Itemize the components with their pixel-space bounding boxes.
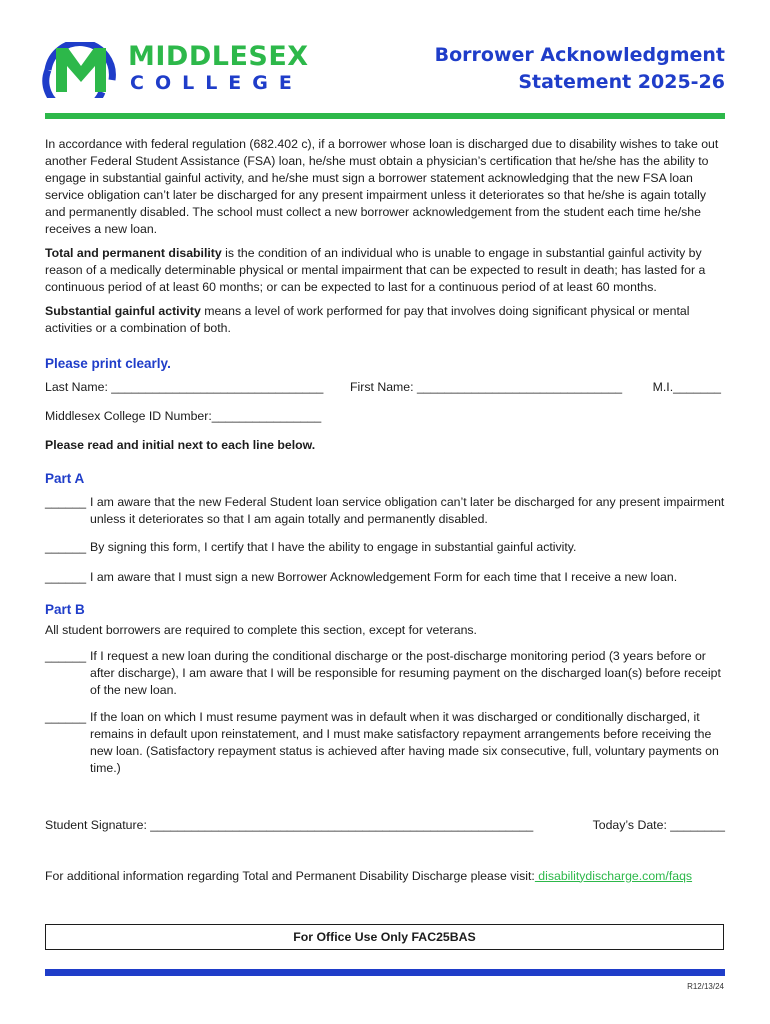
definition-disability-text: is the condition of an individual who is unable to engage in substantial gainful activity by reason of a medically determinable physical or mental impairment that can be expected to result in death; has lasted for a continuous period of at least 60 months; or can be expected to last for a continuous period of at least 60 months. (45, 246, 706, 295)
logo-subtext: COLLEGE (130, 72, 303, 94)
definition-gainful-activity (45, 303, 725, 337)
name-row (45, 379, 725, 396)
initial-blank[interactable]: ______ (45, 649, 87, 664)
first-name-field[interactable]: First Name: ______________________________ (350, 379, 623, 394)
print-clearly-heading: Please print clearly. (45, 355, 171, 371)
mc-monogram-icon (42, 42, 120, 98)
form-body (45, 136, 725, 884)
part-a-item-text: By signing this form, I certify that I have the ability to engage in substantial gainful activity. (90, 539, 577, 554)
part-b-note: All student borrowers are required to complete this section, except for veterans. (45, 623, 477, 638)
part-a-item (45, 494, 725, 528)
revision-date: R12/13/24 (687, 982, 724, 991)
college-logo (42, 42, 322, 98)
last-name-field[interactable]: Last Name: _______________________________ (45, 379, 324, 394)
header-divider (45, 113, 725, 119)
part-a-item-text: I am aware that I must sign a new Borrower Acknowledgement Form for each time that I receive a new loan. (90, 569, 678, 584)
logo-wordmark: MIDDLESEX (128, 41, 309, 72)
additional-info (45, 868, 725, 885)
definition-gainful-text: means a level of work performed for pay that involves doing significant physical or mental activities or a combination of both. (45, 304, 690, 336)
definition-disability (45, 245, 725, 296)
part-a-item-text: I am aware that the new Federal Student loan service obligation can’t later be discharged for any present impairment unless it deteriorates so that I am again totally and permanently disabled. (90, 494, 725, 526)
part-b-item (45, 709, 725, 777)
initial-blank[interactable]: ______ (45, 569, 87, 584)
title-line-1: Borrower Acknowledgment (434, 44, 725, 66)
term-disability: Total and permanent disability (45, 246, 222, 261)
middle-initial-field[interactable]: M.I._______ (652, 379, 721, 394)
part-b-item-text: If the loan on which I must resume payment was in default when it was discharged or conditionally discharged, it remains in default upon reinstatement, and I must make satisfactory repayment arrangements before receiving the new loan. (Satisfactory repayment status is achieved after having made six consecutive, full, voluntary payments on time.) (90, 709, 719, 775)
page-title (435, 42, 725, 96)
office-use-box: For Office Use Only FAC25BAS (45, 924, 724, 950)
title-line-2: Statement 2025-26 (518, 71, 725, 93)
initial-blank[interactable]: ______ (45, 494, 87, 509)
part-b-heading: Part B (45, 602, 85, 618)
id-number-field[interactable]: Middlesex College ID Number:________________ (45, 408, 322, 423)
initial-instruction: Please read and initial next to each line below. (45, 437, 316, 452)
initial-blank[interactable]: ______ (45, 709, 87, 724)
initial-blank[interactable]: ______ (45, 539, 87, 554)
part-b-item-text: If I request a new loan during the conditional discharge or the post-discharge monitoring period (3 years before or after discharge), I am aware that I will be responsible for resuming payment on the discharged loan(s) before receipt of the new loan. (90, 649, 721, 698)
todays-date-field[interactable]: Today’s Date: ________ (592, 817, 725, 832)
part-a-item (45, 539, 725, 556)
part-a-heading: Part A (45, 470, 85, 486)
signature-row (45, 817, 725, 834)
student-signature-field[interactable]: Student Signature: ________________________________________________________ (45, 817, 534, 832)
part-a-item (45, 569, 725, 586)
term-gainful-activity: Substantial gainful activity (45, 304, 201, 319)
footer-divider (45, 969, 725, 976)
intro-paragraph: In accordance with federal regulation (682.402 c), if a borrower whose loan is discharged due to disability wishes to take out another Federal Student Assistance (FSA) loan, he/she must obtain a physician’s certification that he/she has the ability to engage in substantial gainful activity, and he/she must sign a borrower statement acknowledging that the new FSA loan service obligation can’t later be discharged for any present impairment unless it deteriorates so that he/she is again totally and permanently disabled. The school must collect a new borrower acknowledgement from the student each time he/she receives a new loan. (45, 137, 719, 236)
part-b-item (45, 648, 725, 699)
additional-info-text: For additional information regarding Total and Permanent Disability Discharge please visit: (45, 868, 535, 883)
disability-discharge-link[interactable]: disabilitydischarge.com/faqs (534, 868, 693, 883)
